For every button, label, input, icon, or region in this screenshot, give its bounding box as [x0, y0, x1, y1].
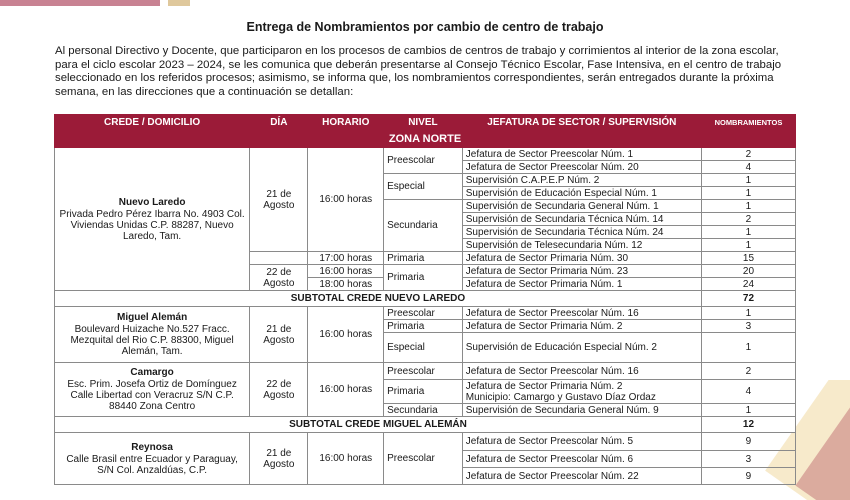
day-cell: 22 de Agosto [250, 265, 308, 291]
jefatura-cell: Jefatura de Sector Preescolar Núm. 22 [462, 468, 701, 485]
jefatura-cell: Supervisión de Secundaria General Núm. 1 [462, 200, 701, 213]
count-cell: 2 [701, 148, 795, 161]
header-band-gold [168, 0, 190, 6]
jefatura-line: Jefatura de Sector Primaria Núm. 2 [465, 380, 623, 392]
day-cell: 21 de Agosto [250, 307, 308, 363]
count-cell: 4 [701, 161, 795, 174]
jefatura-cell: Jefatura de Sector Preescolar Núm. 6 [462, 451, 701, 468]
time-cell: 16:00 horas [308, 433, 384, 485]
jefatura-cell: Jefatura de Sector Primaria Núm. 23 [462, 265, 701, 278]
crede-address: Boulevard Huizache No.527 Fracc. Mezquital del Rio C.P. 88300, Miguel Alemán, Tam. [70, 324, 234, 357]
count-cell: 3 [701, 320, 795, 333]
header-band-burgundy [0, 0, 160, 6]
time-cell: 18:00 horas [308, 278, 384, 291]
count-cell: 2 [701, 213, 795, 226]
count-cell: 2 [701, 363, 795, 380]
jefatura-cell [462, 380, 701, 404]
count-cell: 20 [701, 265, 795, 278]
subtotal-value: 72 [701, 291, 795, 307]
crede-camargo [55, 363, 250, 417]
jefatura-cell: Supervisión de Educación Especial Núm. 2 [462, 333, 701, 363]
jefatura-cell: Jefatura de Sector Preescolar Núm. 5 [462, 433, 701, 451]
level-cell: Primaria [384, 380, 463, 404]
level-cell: Primaria [384, 320, 463, 333]
day-cell: 22 de Agosto [250, 363, 308, 417]
crede-address: Privada Pedro Pérez Ibarra No. 4903 Col. Viviendas Unidas C.P. 88287, Nuevo Laredo, Tam. [59, 208, 245, 242]
intro-paragraph: Al personal Directivo y Docente, que participaron en los procesos de cambios de centros de trabajo y corrimientos al interior de la zona escolar, para el ciclo escolar 2023 – 2024, se les comunica que deberán presentarse al Consejo Técnico Escolar, Fase Intensiva, en el centro de trabajo seleccionado en los referidos procesos; asimismo, se informa que, los nombramientos correspondientes, serán entregados durante la próxima semana, en las direcciones que a continuación se detallan: [55, 45, 782, 98]
count-cell: 1 [701, 200, 795, 213]
table-row [55, 433, 796, 451]
count-cell: 9 [701, 433, 795, 451]
table-row [55, 307, 796, 320]
crede-name: Nuevo Laredo [118, 196, 186, 208]
jefatura-municipio: Municipio: Camargo y Gustavo Díaz Ordaz [465, 391, 656, 403]
level-cell: Especial [384, 333, 463, 363]
crede-miguel-aleman [55, 307, 250, 363]
count-cell: 1 [701, 187, 795, 200]
level-cell: Secundaria [384, 404, 463, 417]
subtotal-label: SUBTOTAL CREDE NUEVO LAREDO [55, 291, 702, 307]
count-cell: 1 [701, 404, 795, 417]
level-cell: Primaria [384, 265, 463, 291]
header-nombramientos: NOMBRAMIENTOS [701, 115, 795, 131]
count-cell: 3 [701, 451, 795, 468]
header-nivel: NIVEL [384, 115, 463, 131]
zone-row [55, 131, 796, 148]
jefatura-cell: Jefatura de Sector Primaria Núm. 30 [462, 252, 701, 265]
count-cell: 24 [701, 278, 795, 291]
time-cell: 16:00 horas [308, 148, 384, 252]
subtotal-label: SUBTOTAL CREDE MIGUEL ALEMÁN [55, 417, 702, 433]
jefatura-cell: Supervisión de Secundaria General Núm. 9 [462, 404, 701, 417]
count-cell: 1 [701, 333, 795, 363]
jefatura-cell: Jefatura de Sector Preescolar Núm. 1 [462, 148, 701, 161]
header-jefatura: JEFATURA DE SECTOR / SUPERVISIÓN [462, 115, 701, 131]
header-crede: CREDE / DOMICILIO [55, 115, 250, 131]
subtotal-row [55, 291, 796, 307]
count-cell: 1 [701, 239, 795, 252]
count-cell: 1 [701, 226, 795, 239]
crede-address: Esc. Prim. Josefa Ortiz de Domínguez Calle Libertad con Veracruz S/N C.P. 88440 Zona Centro [67, 379, 237, 412]
level-cell: Preescolar [384, 148, 463, 174]
jefatura-cell: Jefatura de Sector Preescolar Núm. 20 [462, 161, 701, 174]
day-cell: 21 de Agosto [250, 148, 308, 252]
crede-name: Reynosa [131, 441, 173, 453]
jefatura-cell: Jefatura de Sector Primaria Núm. 2 [462, 320, 701, 333]
header-decoration [0, 0, 850, 6]
level-cell: Primaria [384, 252, 463, 265]
subtotal-row [55, 417, 796, 433]
crede-nuevo-laredo [55, 148, 250, 291]
crede-name: Miguel Alemán [117, 312, 188, 323]
header-horario: HORARIO [308, 115, 384, 131]
table-row [55, 148, 796, 161]
table-header-row [55, 115, 796, 131]
jefatura-cell: Supervisión de Telesecundaria Núm. 12 [462, 239, 701, 252]
count-cell: 4 [701, 380, 795, 404]
table-row [55, 363, 796, 380]
jefatura-cell: Jefatura de Sector Preescolar Núm. 16 [462, 363, 701, 380]
count-cell: 1 [701, 174, 795, 187]
crede-reynosa [55, 433, 250, 485]
jefatura-cell: Jefatura de Sector Primaria Núm. 1 [462, 278, 701, 291]
jefatura-cell: Supervisión de Educación Especial Núm. 1 [462, 187, 701, 200]
document-title: Entrega de Nombramientos por cambio de centro de trabajo [246, 20, 604, 34]
jefatura-cell: Jefatura de Sector Preescolar Núm. 16 [462, 307, 701, 320]
count-cell: 1 [701, 307, 795, 320]
jefatura-cell: Supervisión de Secundaria Técnica Núm. 14 [462, 213, 701, 226]
level-cell: Especial [384, 174, 463, 200]
time-cell: 16:00 horas [308, 307, 384, 363]
time-cell: 16:00 horas [308, 363, 384, 417]
level-cell: Preescolar [384, 363, 463, 380]
level-cell: Secundaria [384, 200, 463, 252]
header-dia: DÍA [250, 115, 308, 131]
time-cell: 17:00 horas [308, 252, 384, 265]
jefatura-cell: Supervisión de Secundaria Técnica Núm. 24 [462, 226, 701, 239]
zone-label: ZONA NORTE [55, 131, 796, 148]
day-cell: 21 de Agosto [250, 433, 308, 485]
jefatura-cell: Supervisión C.A.P.E.P Núm. 2 [462, 174, 701, 187]
subtotal-value: 12 [701, 417, 795, 433]
crede-name: Camargo [130, 367, 174, 378]
count-cell: 15 [701, 252, 795, 265]
level-cell: Preescolar [384, 307, 463, 320]
count-cell: 9 [701, 468, 795, 485]
level-cell: Preescolar [384, 433, 463, 485]
day-cell-empty [250, 252, 308, 265]
time-cell: 16:00 horas [308, 265, 384, 278]
crede-address: Calle Brasil entre Ecuador y Paraguay, S/N Col. Anzaldúas, C.P. [66, 453, 238, 476]
nombramientos-table [54, 114, 796, 485]
